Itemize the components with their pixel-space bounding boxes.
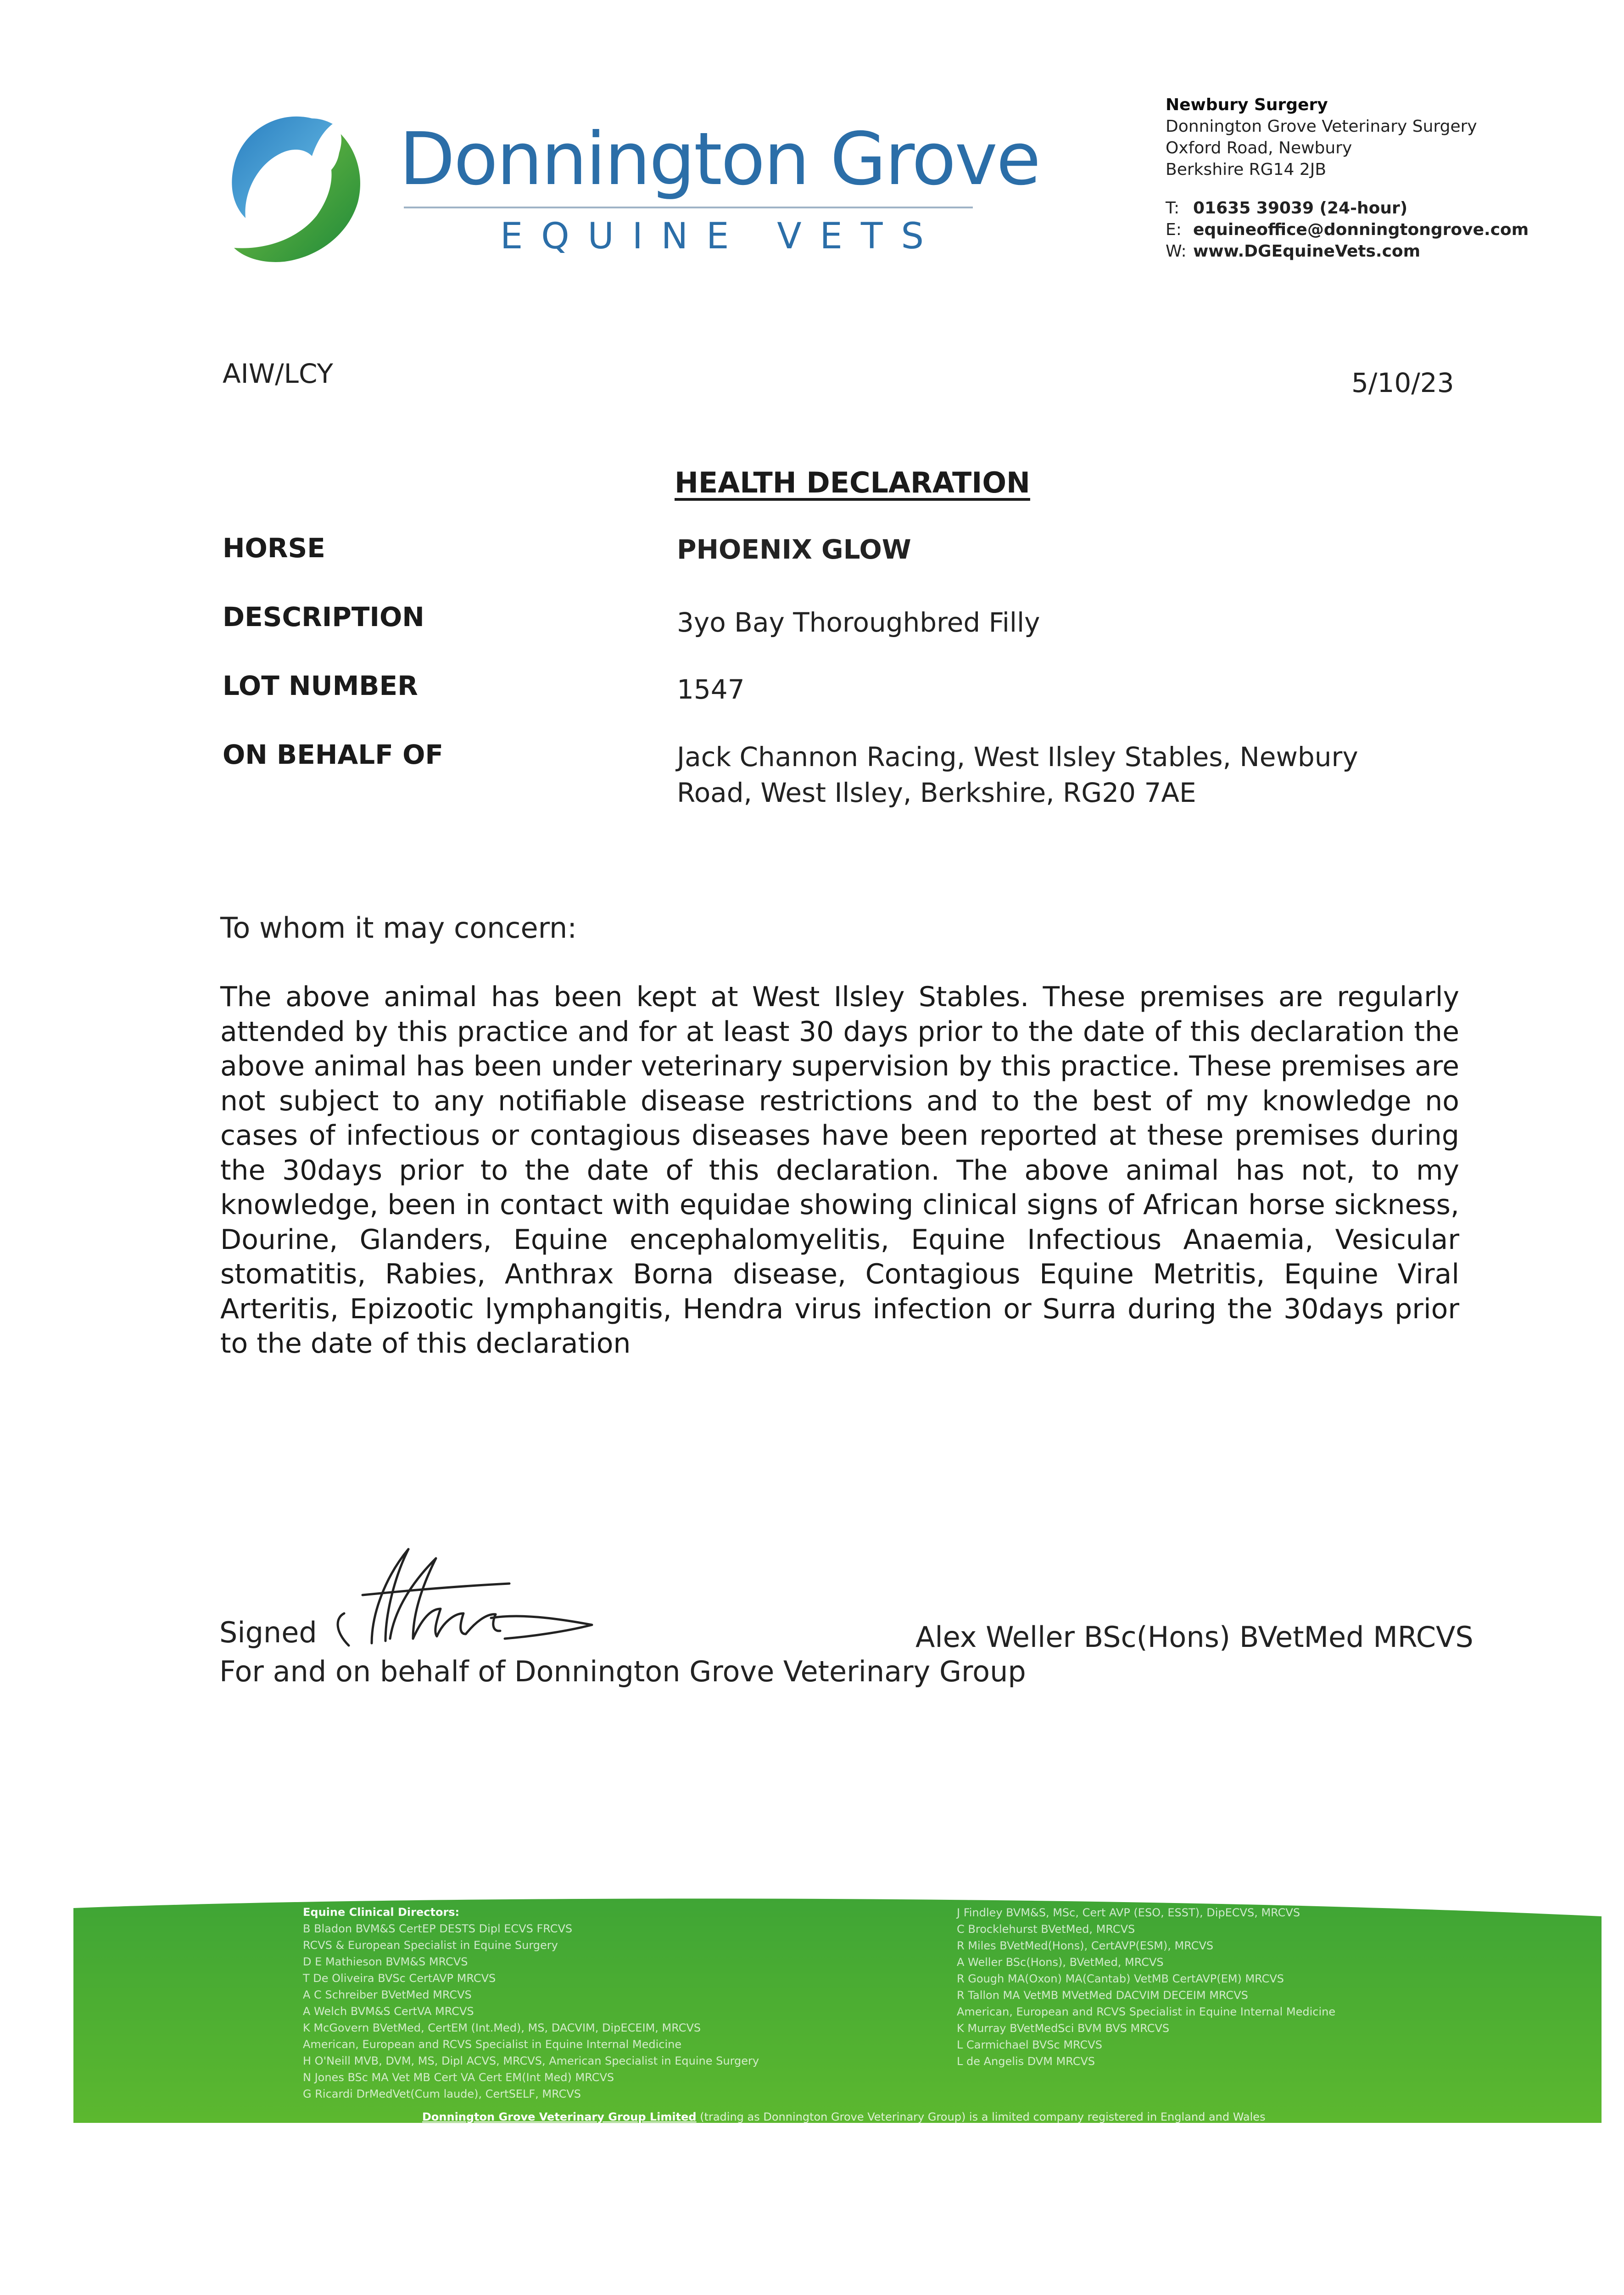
description-label: DESCRIPTION <box>223 601 424 633</box>
signoff-behalf: For and on behalf of Donnington Grove Veterinary Group <box>219 1655 1026 1688</box>
email-address: equineoffice@donningtongrove.com <box>1193 220 1529 239</box>
salutation: To whom it may concern: <box>220 911 577 945</box>
associate-line: L de Angelis DVM MRCVS <box>957 2055 1095 2068</box>
on-behalf-value: Jack Channon Racing, West Ilsley Stables, Newbury Road, West Ilsley, Berkshire, RG20 7AE <box>677 741 1358 808</box>
director-line: A C Schreiber BVetMed MRCVS <box>303 1988 472 2001</box>
director-line: T De Oliveira BVSc CertAVP MRCVS <box>303 1972 496 1985</box>
director-line: D E Mathieson BVM&S MRCVS <box>303 1955 468 1968</box>
legal-notice <box>422 2110 1266 2123</box>
horse-label: HORSE <box>223 532 325 564</box>
brand-subtitle: EQUINE VETS <box>500 216 942 257</box>
associate-line: J Findley BVM&S, MSc, Cert AVP (ESO, ESST), DipECVS, MRCVS <box>957 1906 1300 1919</box>
director-line: American, European and RCVS Specialist in Equine Internal Medicine <box>303 2038 682 2051</box>
horse-name: PHOENIX GLOW <box>677 534 911 565</box>
legal-text: (trading as Donnington Grove Veterinary Group) is a limited company registered in England and Wales <box>696 2110 1266 2123</box>
contact-block <box>1166 197 1529 262</box>
director-line: H O'Neill MVB, DVM, MS, Dipl ACVS, MRCVS, American Specialist in Equine Surgery <box>303 2054 759 2067</box>
director-line: G Ricardi DrMedVet(Cum laude), CertSELF, MRCVS <box>303 2088 581 2100</box>
address-block <box>1166 94 1477 180</box>
legal-company: Donnington Grove Veterinary Group Limited <box>422 2110 697 2123</box>
address-line: Oxford Road, Newbury <box>1166 139 1352 157</box>
address-line: Donnington Grove Veterinary Surgery <box>1166 117 1477 136</box>
director-line: K McGovern BVetMed, CertEM (Int.Med), MS, DACVIM, DipECEIM, MRCVS <box>303 2021 701 2034</box>
director-line: B Bladon BVM&S CertEP DESTS Dipl ECVS FRCVS <box>303 1922 573 1935</box>
page-title: HEALTH DECLARATION <box>675 466 1030 499</box>
phone-label: T: <box>1166 199 1180 218</box>
directors-list <box>303 1904 759 2102</box>
branch-name: Newbury Surgery <box>1166 95 1328 114</box>
associate-line: L Carmichael BVSc MRCVS <box>957 2038 1102 2051</box>
description-value: 3yo Bay Thoroughbred Filly <box>677 607 1040 638</box>
associate-line: A Weller BSc(Hons), BVetMed, MRCVS <box>957 1956 1164 1969</box>
lot-number-value: 1547 <box>677 674 745 705</box>
address-line: Berkshire RG14 2JB <box>1166 160 1327 179</box>
director-line: A Welch BVM&S CertVA MRCVS <box>303 2005 474 2018</box>
associates-heading: Associates: <box>957 1890 1027 1903</box>
phone-number: 01635 39039 (24-hour) <box>1193 199 1408 218</box>
email-label: E: <box>1166 220 1182 239</box>
associates-list <box>957 1888 1335 2070</box>
declaration-body: The above animal has been kept at West Ilsley Stables. These premises are regularly attended by this practice and for at least 30 days prior to the date of this declaration the above animal has been under veterinary supervision by this practice. These premises are not subject to any notifiable disease restrictions and to the best of my knowledge no cases of infectious or contagious diseases have been reported at these premises during the 30days prior to the date of this declaration. The above animal has not, to my knowledge, been in contact with equidae showing clinical signs of African horse sickness, Dourine, Glanders, Equine encephalomyelitis, Equine Infectious Anaemia, Vesicular stomatitis, Rabies, Anthrax Borna disease, Contagious Equine Metritis, Equine Viral Arteritis, Epizootic lymphangitis, Hendra virus infection or Surra during the 30days prior to the date of this declaration <box>220 981 1459 1360</box>
signature-image <box>317 1540 610 1655</box>
reference: AIW/LCY <box>223 358 333 389</box>
website: www.DGEquineVets.com <box>1193 242 1421 261</box>
associate-line: R Gough MA(Oxon) MA(Cantab) VetMB CertAVP(EM) MRCVS <box>957 1972 1284 1985</box>
lot-number-label: LOT NUMBER <box>223 670 418 701</box>
on-behalf-label: ON BEHALF OF <box>223 739 443 770</box>
associate-line: C Brocklehurst BVetMed, MRCVS <box>957 1923 1135 1936</box>
signer-name: Alex Weller BSc(Hons) BVetMed MRCVS <box>915 1620 1473 1654</box>
logo-mark-icon <box>225 110 376 266</box>
brand-name: Donnington Grove <box>399 117 1040 202</box>
associate-line: K Murray BVetMedSci BVM BVS MRCVS <box>957 2022 1170 2035</box>
directors-heading: Equine Clinical Directors: <box>303 1906 460 1919</box>
brand-divider <box>404 207 973 208</box>
associate-line: R Miles BVetMed(Hons), CertAVP(ESM), MRCVS <box>957 1939 1214 1952</box>
associate-line: American, European and RCVS Specialist in Equine Internal Medicine <box>957 2005 1336 2018</box>
associate-line: R Tallon MA VetMB MVetMed DACVIM DECEIM MRCVS <box>957 1989 1248 2002</box>
director-line: RCVS & European Specialist in Equine Surgery <box>303 1939 558 1952</box>
signed-label: Signed <box>219 1616 317 1649</box>
web-label: W: <box>1166 242 1187 261</box>
document-date: 5/10/23 <box>1351 367 1454 398</box>
director-line: N Jones BSc MA Vet MB Cert VA Cert EM(Int Med) MRCVS <box>303 2071 614 2084</box>
